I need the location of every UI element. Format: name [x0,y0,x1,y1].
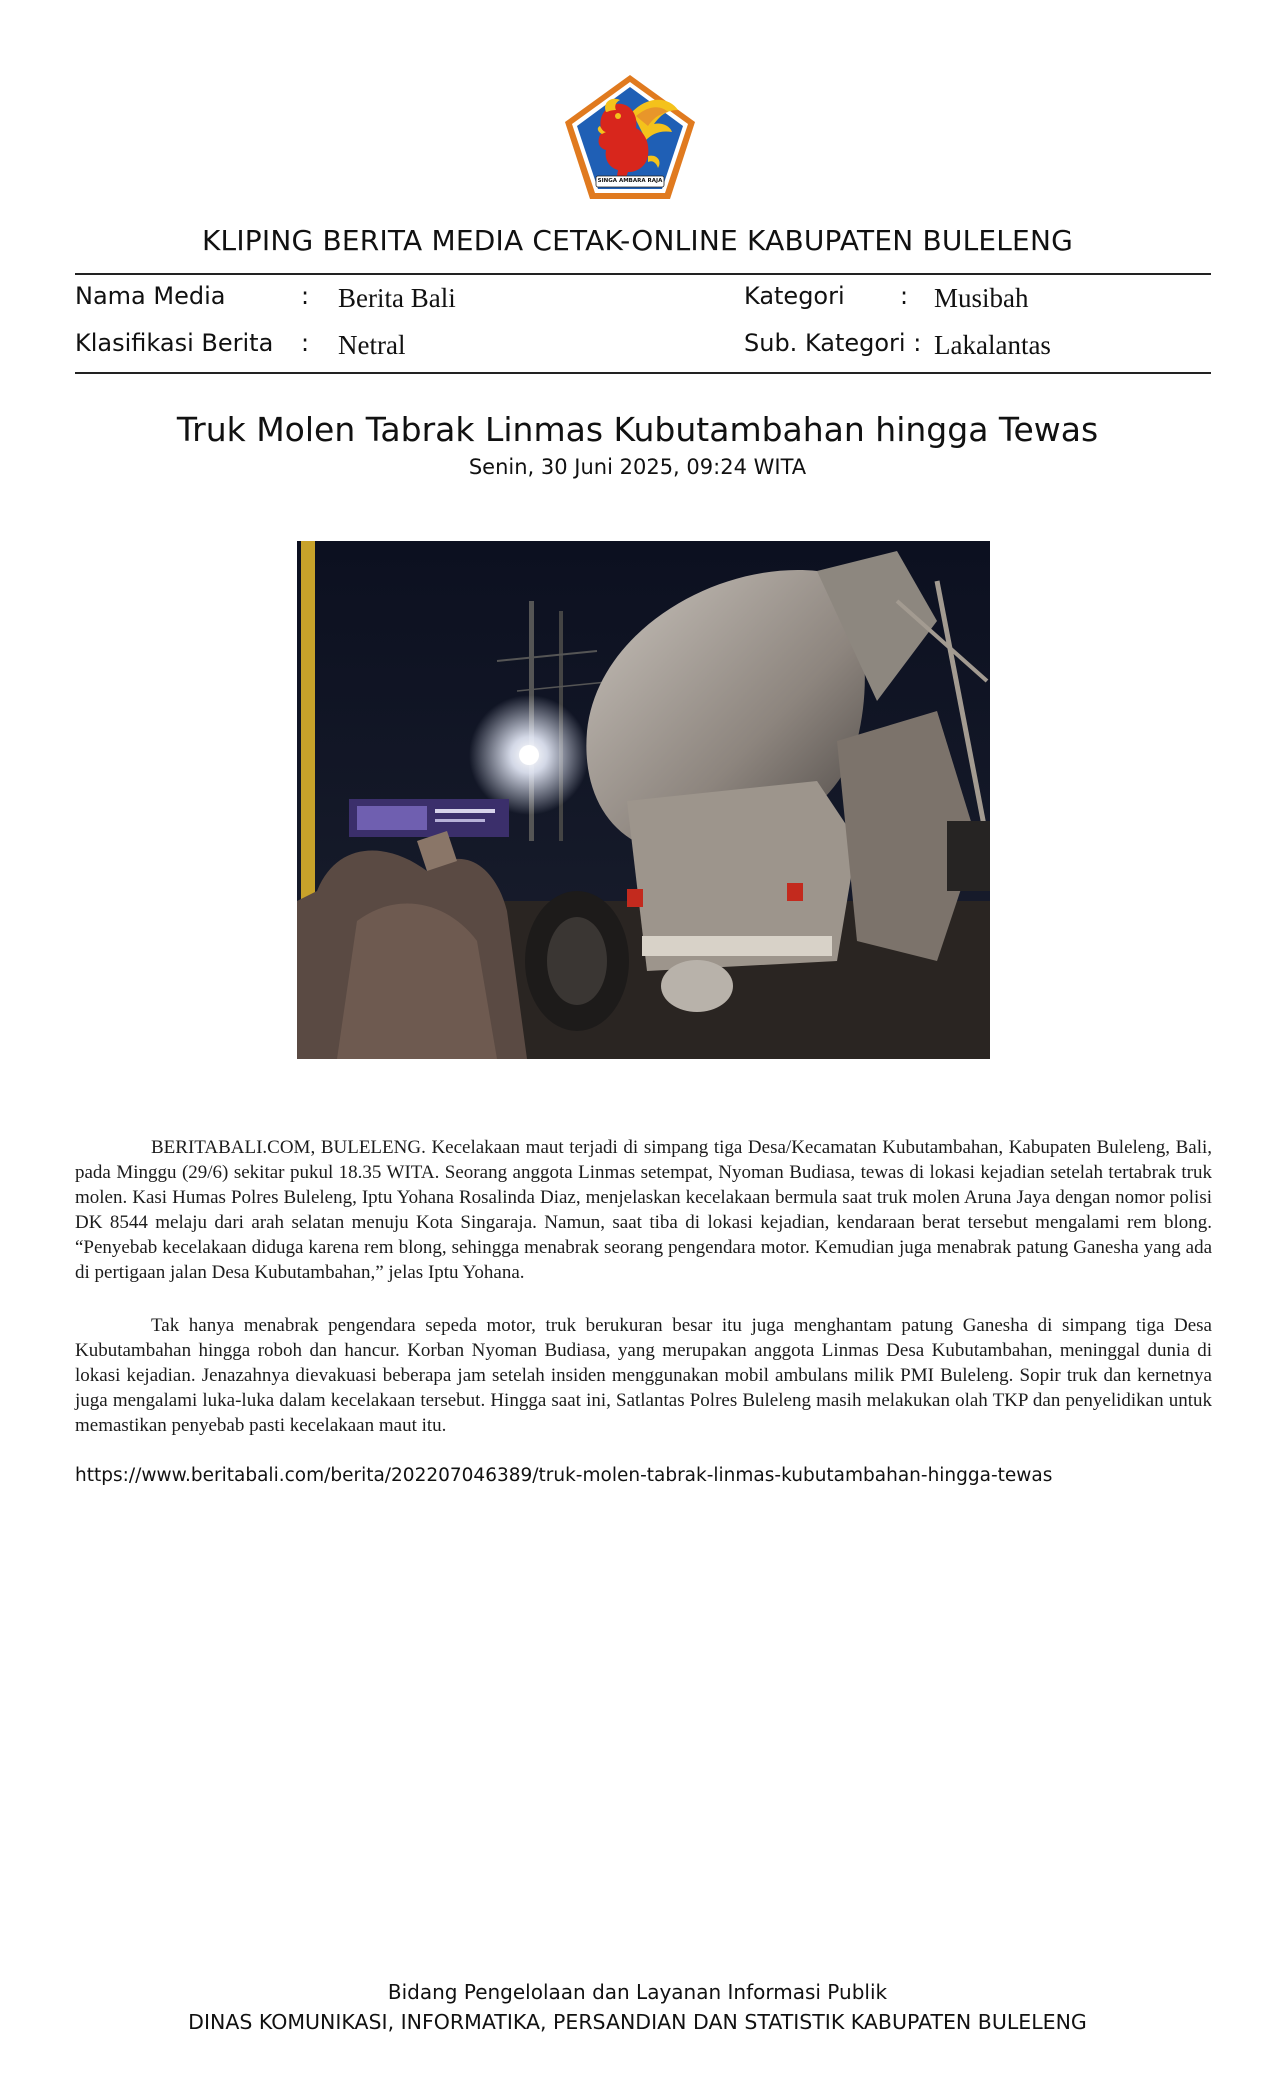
classification-label: Klasifikasi Berita [75,329,274,357]
header-title: KLIPING BERITA MEDIA CETAK-ONLINE KABUPATEN BULELENG [201,224,1073,257]
article-paragraph: BERITABALI.COM, BULELENG. Kecelakaan maut terjadi di simpang tiga Desa/Kecamatan Kubutambahan, Kabupaten Buleleng, Bali, pada Minggu (29/6) sekitar pukul 18.35 WITA. Seorang anggota Linmas setempat, Nyoman Budiasa, tewas di lokasi kejadian setelah tertabrak truk molen. Kasi Humas Polres Buleleng, Iptu Yohana Rosalinda Diaz, menjelaskan kecelakaan bermula saat truk molen Aruna Jaya dengan nomor polisi DK 8544 melaju dari arah selatan menuju Kota Singaraja. Namun, saat tiba di lokasi kejadian, kendaraan berat tersebut mengalami rem blong. “Penyebab kecelakaan diduga karena rem blong, sehingga menabrak seorang pengendara motor. Kemudian juga menabrak patung Ganesha yang ada di pertigaan jalan Desa Kubutambahan,” jelas Iptu Yohana. [75,1137,1212,1283]
category-separator: : [900,282,909,310]
divider-top [75,273,1211,275]
media-separator: : [301,282,310,310]
media-label: Nama Media [75,282,226,310]
article-paragraph: Tak hanya menabrak pengendara sepeda motor, truk berukuran besar itu juga menghantam patung Ganesha di simpang tiga Desa Kubutambahan hingga roboh dan hancur. Korban Nyoman Budiasa, yang merupakan anggota Linmas Desa Kubutambahan, meninggal dunia di lokasi kejadian. Jenazahnya dievakuasi beberapa jam setelah insiden menggunakan mobil ambulans milik PMI Buleleng. Sopir truk dan kernetnya juga mengalami luka-luka dalam kecelakaan tersebut. Hingga saat ini, Satlantas Polres Buleleng masih melakukan olah TKP dan penyelidikan untuk memastikan penyebab pasti kecelakaan maut itu. [75,1315,1212,1436]
classification-separator: : [301,329,310,357]
singa-ambara-raja-emblem-icon [562,72,698,202]
emblem-banner-text: SINGA AMBARA RAJA [597,178,663,184]
classification-value: Netral [338,330,406,360]
subcategory-label: Sub. Kategori : [744,329,922,357]
source-link[interactable]: https://www.beritabali.com/berita/202207046389/truk-molen-tabrak-linmas-kubutambahan-hingga-tewas [75,1465,1053,1486]
media-value: Berita Bali [338,283,456,313]
category-value: Musibah [934,283,1029,313]
subcategory-value: Lakalantas [934,330,1051,360]
article-title: Truk Molen Tabrak Linmas Kubutambahan hingga Tewas [176,410,1099,449]
accident-photo-icon [297,541,990,1059]
divider-bottom [75,372,1211,374]
article-date: Senin, 30 Juni 2025, 09:24 WITA [468,455,807,479]
category-label: Kategori [744,282,845,310]
footer-division: Bidang Pengelolaan dan Layanan Informasi Publik [387,1980,888,2004]
footer-department: DINAS KOMUNIKASI, INFORMATIKA, PERSANDIAN DAN STATISTIK KABUPATEN BULELENG [188,2010,1087,2034]
